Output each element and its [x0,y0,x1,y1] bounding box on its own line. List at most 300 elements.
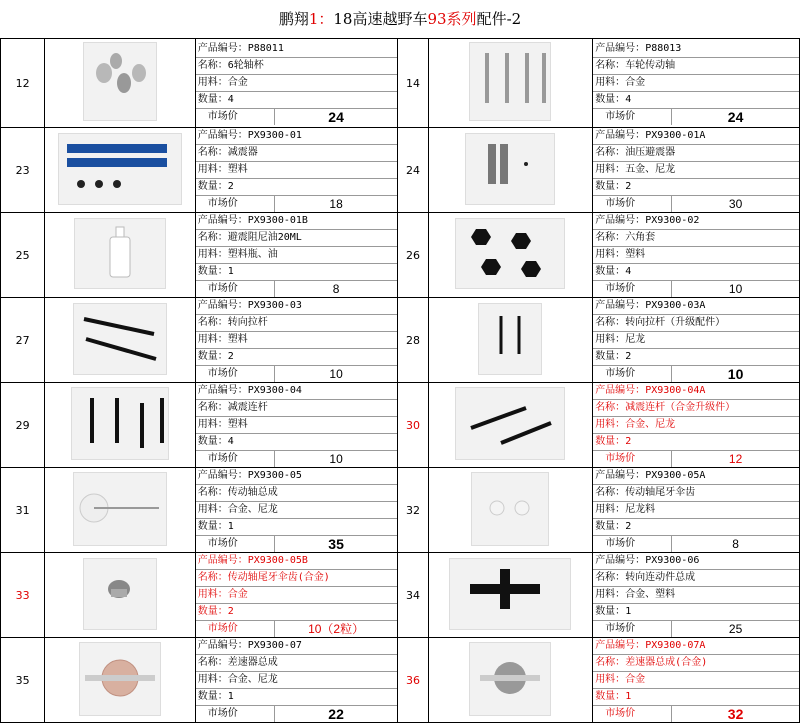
product-info [593,39,800,128]
price-label: 市场价 [198,706,275,722]
product-material-line [196,75,398,92]
product-photo [45,39,196,128]
qty-label: 数量： [197,266,228,277]
product-material: 合金、尼龙 [227,504,278,515]
product-code: P88013 [645,43,682,54]
material-label: 用料： [197,164,228,175]
code-label: 产品编号： [595,385,646,396]
product-material-line [593,332,799,349]
product-info [195,383,398,468]
table-row [1,553,800,638]
item-number: 28 [398,298,428,383]
price-label: 市场价 [595,366,672,382]
product-price: 24 [328,109,344,125]
product-info [593,128,800,213]
code-label: 产品编号： [197,130,248,141]
product-material-line [196,417,398,434]
drive-shaft-icon [469,42,551,121]
product-material: 合金、尼龙 [625,419,676,430]
material-label: 用料： [595,164,626,175]
product-qty: 4 [227,94,234,105]
name-label: 名称： [595,402,626,413]
product-qty-line [196,434,398,451]
name-label: 名称： [197,147,228,158]
name-label: 名称： [595,317,626,328]
material-label: 用料： [595,504,626,515]
product-material: 合金 [625,674,646,685]
product-qty: 2 [625,436,632,447]
product-name-line [196,145,398,162]
price-label: 市场价 [595,451,672,467]
qty-label: 数量： [595,181,626,192]
qty-label: 数量： [595,266,626,277]
product-qty: 2 [625,521,632,532]
product-qty: 1 [625,691,632,702]
product-info [593,383,800,468]
title-series: 93系列 [427,10,477,28]
product-material: 塑料 [625,249,646,260]
code-label: 产品编号： [595,130,646,141]
product-code: PX9300-03 [247,300,302,311]
product-code: PX9300-07A [645,640,706,651]
price-label: 市场价 [595,281,672,297]
product-info [593,468,800,553]
price-label: 市场价 [198,451,275,467]
product-material-line [196,587,398,604]
product-photo [45,298,196,383]
code-label: 产品编号： [595,640,646,651]
table-row [1,39,800,128]
name-label: 名称： [197,402,228,413]
drive-cup-parts-icon [83,42,157,121]
product-price: 24 [727,109,744,125]
product-price-line [593,109,799,125]
product-material-line [196,162,398,179]
table-row [1,213,800,298]
product-name: 转向拉杆（升级配件） [625,317,726,328]
product-material-line [593,75,799,92]
product-info [195,298,398,383]
product-qty-line [593,92,799,109]
product-price: 10（2粒） [308,622,365,636]
code-label: 产品编号： [197,470,248,481]
product-price-line [593,451,799,467]
product-code-line [593,383,799,400]
name-label: 名称： [595,147,626,158]
material-label: 用料： [197,249,228,260]
product-name-line [196,485,398,502]
product-qty-line [196,349,398,366]
qty-label: 数量： [595,94,626,105]
item-number: 33 [1,553,45,638]
name-label: 名称： [197,317,228,328]
code-label: 产品编号： [197,215,248,226]
price-label: 市场价 [595,109,672,125]
material-label: 用料： [197,589,228,600]
product-qty: 1 [227,691,234,702]
qty-label: 数量： [197,351,228,362]
product-name: 减震器 [227,147,258,158]
product-code-line [593,213,799,230]
name-label: 名称： [197,487,228,498]
item-number: 31 [1,468,45,553]
product-name-line [196,400,398,417]
code-label: 产品编号： [595,555,646,566]
product-photo [45,213,196,298]
product-price-line [593,281,799,297]
product-info [593,213,800,298]
product-qty-line [593,349,799,366]
product-material-line [593,587,799,604]
product-code-line [593,41,799,58]
product-info [195,553,398,638]
product-material-line [593,672,799,689]
product-price-line [593,196,799,212]
product-price-line [196,451,398,467]
product-qty: 2 [625,181,632,192]
qty-label: 数量： [197,606,228,617]
item-number: 12 [1,39,45,128]
drive-shaft-assembly-icon [73,472,167,546]
product-code-line [196,468,398,485]
product-photo [428,213,593,298]
title-prefix: 鹏翔 [278,10,309,28]
product-price: 12 [728,452,743,466]
qty-label: 数量： [197,436,228,447]
product-name-line [593,230,799,247]
parts-table [0,38,800,723]
item-number: 27 [1,298,45,383]
product-code-line [593,553,799,570]
product-code-line [593,638,799,655]
product-price-line [196,281,398,297]
product-material: 合金 [227,589,248,600]
product-info [195,213,398,298]
product-name: 差速器总成 [227,657,278,668]
product-code-line [593,298,799,315]
product-price-line [196,536,398,552]
product-price: 8 [732,537,739,551]
price-label: 市场价 [595,621,672,637]
product-material: 塑料 [227,164,248,175]
product-qty: 2 [625,351,632,362]
product-code: PX9300-03A [645,300,706,311]
price-label: 市场价 [198,109,275,125]
product-name: 避震阻尼油20ML [227,232,302,243]
name-label: 名称： [197,232,228,243]
product-qty-line [196,179,398,196]
product-price: 30 [728,197,743,211]
product-info [195,638,398,723]
table-row [1,383,800,468]
product-name: 传动轴尾牙伞齿(合金) [227,572,330,583]
product-price: 18 [329,197,343,211]
product-photo [45,553,196,638]
product-material: 尼龙料 [625,504,656,515]
product-photo [45,468,196,553]
product-qty-line [593,179,799,196]
material-label: 用料： [595,589,626,600]
product-photo [45,638,196,723]
qty-label: 数量： [197,94,228,105]
product-name: 6轮轴杯 [227,60,264,71]
code-label: 产品编号： [595,300,646,311]
table-row [1,298,800,383]
product-code-line [196,638,398,655]
table-row [1,638,800,723]
item-number: 29 [1,383,45,468]
product-price: 10 [728,282,743,296]
code-label: 产品编号： [197,300,248,311]
oil-shock-icon [465,133,555,205]
item-number: 36 [398,638,428,723]
product-name-line [593,315,799,332]
product-code: PX9300-05 [247,470,302,481]
code-label: 产品编号： [197,43,248,54]
product-material: 合金 [625,77,646,88]
product-material-line [196,332,398,349]
product-price: 10 [727,366,744,382]
product-info [593,553,800,638]
product-code-line [196,128,398,145]
product-price-line [593,706,799,722]
item-number: 26 [398,213,428,298]
item-number: 35 [1,638,45,723]
alloy-bevel-gear-icon [83,558,157,630]
product-qty: 4 [625,266,632,277]
price-label: 市场价 [198,621,275,637]
product-photo [428,128,593,213]
item-number: 30 [398,383,428,468]
product-code: PX9300-01 [247,130,302,141]
qty-label: 数量： [197,181,228,192]
product-name-line [196,570,398,587]
item-number: 34 [398,553,428,638]
shock-link-alloy-icon [455,387,565,460]
steering-link-icon [73,303,167,375]
product-qty-line [593,689,799,706]
product-material: 合金、尼龙 [227,674,278,685]
product-name: 传动轴尾牙伞齿 [625,487,696,498]
product-code-line [196,213,398,230]
product-qty-line [196,604,398,621]
product-name: 转向连动件总成 [625,572,696,583]
material-label: 用料： [197,504,228,515]
title-middle: 18高速越野车 [333,10,428,28]
code-label: 产品编号： [197,385,248,396]
code-label: 产品编号： [595,215,646,226]
product-material: 合金、塑料 [625,589,676,600]
product-qty: 2 [227,351,234,362]
product-price: 35 [328,536,344,552]
product-price-line [196,196,398,212]
product-qty: 1 [227,521,234,532]
product-material: 五金、尼龙 [625,164,676,175]
code-label: 产品编号： [197,640,248,651]
steering-assembly-icon [449,558,571,630]
name-label: 名称： [595,487,626,498]
product-material: 塑料瓶、油 [227,249,278,260]
product-info [195,128,398,213]
material-label: 用料： [595,334,626,345]
product-name-line [196,230,398,247]
product-name: 油压避震器 [625,147,676,158]
product-photo [45,383,196,468]
item-number: 23 [1,128,45,213]
product-name: 六角套 [625,232,656,243]
item-number: 24 [398,128,428,213]
product-name: 减震连杆 [227,402,268,413]
product-code: PX9300-06 [645,555,700,566]
price-label: 市场价 [595,706,672,722]
oil-bottle-icon [74,218,166,289]
product-price-line [593,621,799,637]
product-name-line [593,400,799,417]
product-photo [45,128,196,213]
product-photo [428,468,593,553]
material-label: 用料： [197,77,228,88]
product-material-line [593,502,799,519]
product-qty: 2 [227,181,234,192]
product-price-line [196,109,398,125]
product-price-line [593,536,799,552]
product-material-line [593,247,799,264]
material-label: 用料： [595,249,626,260]
product-name-line [593,145,799,162]
product-photo [428,638,593,723]
item-number: 14 [398,39,428,128]
product-name: 减震连杆（合金升级件） [625,402,736,413]
product-info [593,638,800,723]
differential-icon [79,642,161,716]
qty-label: 数量： [595,521,626,532]
name-label: 名称： [197,572,228,583]
product-info [195,39,398,128]
product-name-line [196,315,398,332]
product-qty: 1 [227,266,234,277]
product-name-line [196,655,398,672]
product-code: PX9300-02 [645,215,700,226]
product-material: 塑料 [227,334,248,345]
price-label: 市场价 [595,196,672,212]
material-label: 用料： [595,674,626,685]
product-price: 22 [328,706,344,722]
product-name-line [593,655,799,672]
product-photo [428,553,593,638]
product-qty-line [196,92,398,109]
product-photo [428,39,593,128]
product-price: 25 [728,622,743,636]
code-label: 产品编号： [595,43,646,54]
price-label: 市场价 [595,536,672,552]
product-code: P88011 [247,43,284,54]
product-price-line [196,621,398,637]
alloy-differential-icon [469,642,551,716]
product-price-line [593,366,799,382]
product-qty-line [593,264,799,281]
qty-label: 数量： [595,351,626,362]
price-label: 市场价 [198,366,275,382]
material-label: 用料： [595,419,626,430]
product-qty: 4 [625,94,632,105]
product-material-line [196,672,398,689]
name-label: 名称： [595,60,626,71]
item-number: 32 [398,468,428,553]
product-qty-line [196,519,398,536]
qty-label: 数量： [595,691,626,702]
product-code: PX9300-05B [247,555,308,566]
product-qty-line [593,519,799,536]
product-material-line [196,502,398,519]
name-label: 名称： [595,657,626,668]
product-price: 10 [329,452,343,466]
material-label: 用料： [595,77,626,88]
name-label: 名称： [595,572,626,583]
name-label: 名称： [595,232,626,243]
product-code: PX9300-07 [247,640,302,651]
product-price: 8 [332,282,340,296]
product-qty-line [593,604,799,621]
table-row [1,128,800,213]
shock-link-icon [71,387,169,460]
product-name: 车轮传动轴 [625,60,676,71]
product-name-line [593,570,799,587]
product-material-line [196,247,398,264]
qty-label: 数量： [197,521,228,532]
steering-link-upgrade-icon [478,303,542,375]
product-qty-line [196,264,398,281]
product-info [195,468,398,553]
material-label: 用料： [197,334,228,345]
name-label: 名称： [197,60,228,71]
product-price: 10 [329,367,343,381]
product-code-line [196,41,398,58]
product-code-line [593,128,799,145]
product-name: 差速器总成(合金) [625,657,708,668]
product-code-line [196,298,398,315]
shock-absorber-blue-icon [58,133,182,205]
product-price-line [196,706,398,722]
product-code-line [196,383,398,400]
table-row [1,468,800,553]
price-label: 市场价 [198,281,275,297]
bevel-gear-icon [471,472,549,546]
product-photo [428,383,593,468]
product-code: PX9300-01A [645,130,706,141]
product-qty-line [196,689,398,706]
product-name: 转向拉杆 [227,317,268,328]
product-photo [428,298,593,383]
product-name: 传动轴总成 [227,487,278,498]
price-label: 市场价 [198,536,275,552]
product-code: PX9300-04A [645,385,706,396]
title-scale-1: 1： [308,10,334,28]
product-code: PX9300-04 [247,385,302,396]
material-label: 用料： [197,419,228,430]
qty-label: 数量： [595,436,626,447]
product-code: PX9300-01B [247,215,308,226]
product-qty-line [593,434,799,451]
product-material: 尼龙 [625,334,646,345]
price-label: 市场价 [198,196,275,212]
product-price-line [196,366,398,382]
code-label: 产品编号： [595,470,646,481]
product-material: 合金 [227,77,248,88]
product-qty: 2 [227,606,234,617]
product-name-line [593,58,799,75]
product-info [593,298,800,383]
hex-hub-icon [455,218,565,289]
